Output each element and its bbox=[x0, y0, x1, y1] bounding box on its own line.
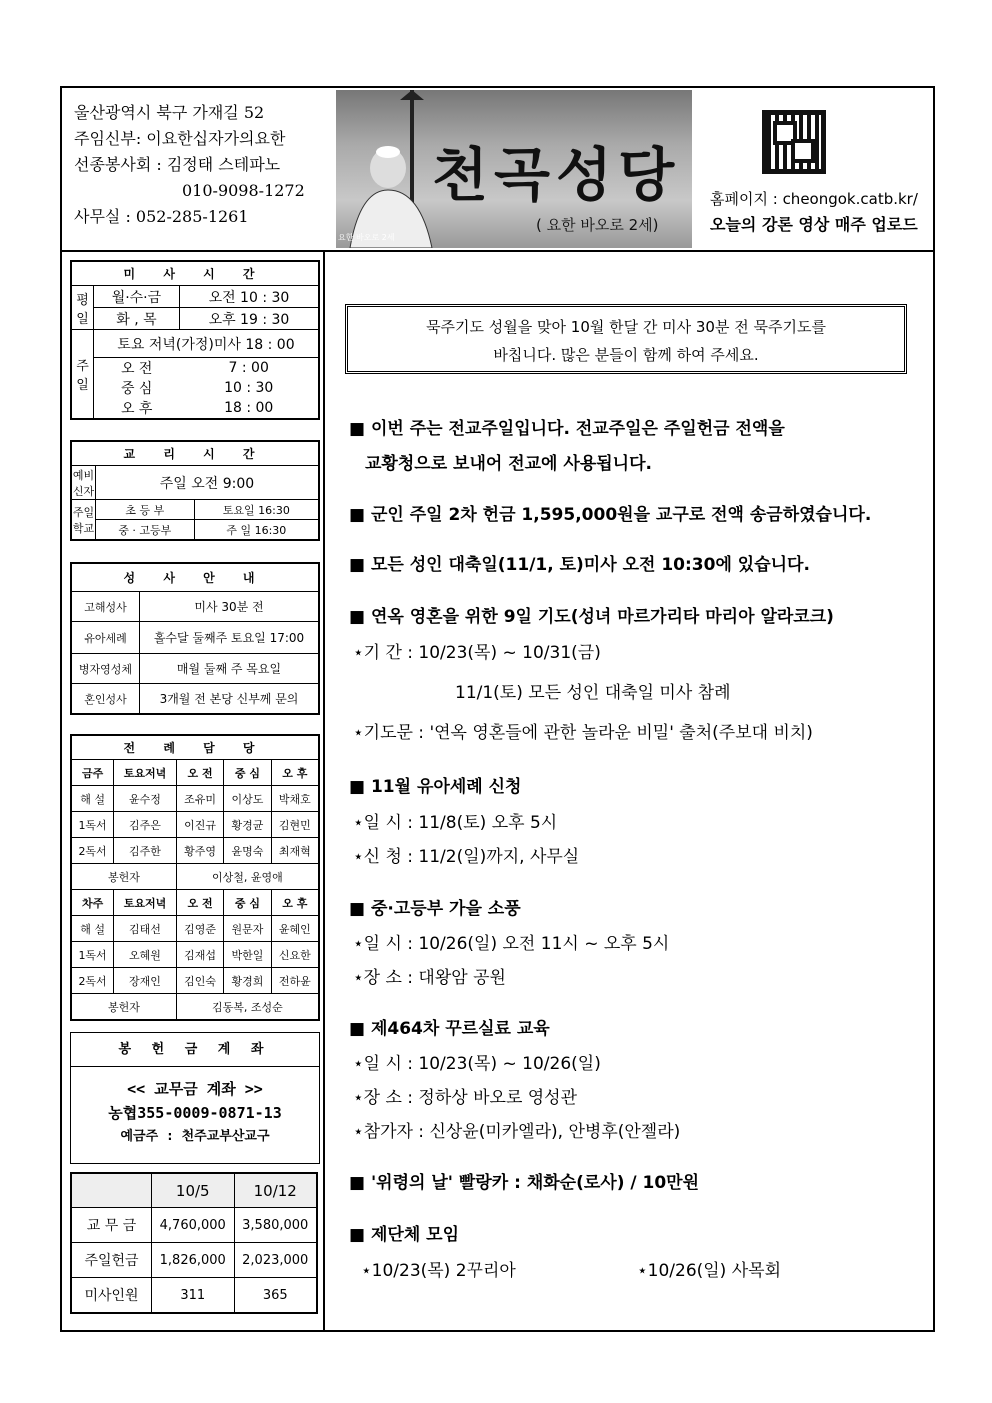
novena-title: ■ 연옥 영혼을 위한 9일 기도(성녀 마르가리타 마리아 알라코크) bbox=[349, 607, 834, 627]
offering-label: 봉헌자 bbox=[72, 864, 177, 890]
sunday-label: 주일 bbox=[72, 330, 94, 419]
person: 황경균 bbox=[224, 812, 271, 838]
sunday-mass-time: 7 : 00 bbox=[179, 358, 318, 379]
sacrament-info: 매월 둘째 주 목요일 bbox=[140, 654, 319, 684]
class-time: 주 일 16:30 bbox=[194, 520, 318, 540]
picnic-place: ⋆장 소 : 대왕암 공원 bbox=[353, 968, 506, 988]
sacrament-name: 병자영성체 bbox=[72, 654, 140, 684]
person: 황주영 bbox=[176, 838, 223, 864]
person: 김현민 bbox=[271, 812, 318, 838]
col-header: 오 후 bbox=[271, 890, 318, 916]
homepage-url[interactable]: cheongok.catb.kr/ bbox=[782, 190, 918, 208]
person: 김태선 bbox=[114, 916, 177, 942]
finance-date: 10/5 bbox=[152, 1174, 235, 1208]
person: 김주은 bbox=[114, 812, 177, 838]
person: 전하윤 bbox=[271, 968, 318, 994]
person: 윤수정 bbox=[114, 786, 177, 812]
novena-prayer: ⋆기도문 : '연옥 영혼들에 관한 놀라운 비밀' 출처(주보대 비치) bbox=[353, 723, 813, 743]
left-column bbox=[62, 252, 325, 1332]
office-phone: 사무실 : 052-285-1261 bbox=[74, 207, 249, 226]
sacrament-name: 유아세례 bbox=[72, 622, 140, 654]
person: 이진규 bbox=[176, 812, 223, 838]
rosary-notice-line: 묵주기도 성월을 맞아 10월 한달 간 미사 30분 전 묵주기도를 bbox=[426, 318, 826, 336]
header bbox=[62, 88, 933, 252]
weekday-time: 오후 19 : 30 bbox=[179, 308, 318, 330]
weekday-label: 평일 bbox=[72, 286, 94, 330]
baptism-date: ⋆일 시 : 11/8(토) 오후 5시 bbox=[353, 813, 558, 833]
sacrament-info: 미사 30분 전 bbox=[140, 592, 319, 622]
homepage[interactable] bbox=[710, 188, 918, 209]
address: 울산광역시 북구 가재길 52 bbox=[74, 103, 265, 122]
finance-label: 주일헌금 bbox=[72, 1243, 152, 1278]
sacrament-name: 고해성사 bbox=[72, 592, 140, 622]
person: 윤명숙 bbox=[224, 838, 271, 864]
col-header: 오 전 bbox=[176, 760, 223, 786]
col-header: 토요저녁 bbox=[114, 890, 177, 916]
novena-period-cont: 11/1(토) 모든 성인 대축일 미사 참례 bbox=[455, 683, 731, 703]
finance-date: 10/12 bbox=[234, 1174, 317, 1208]
sunday-mass-label: 오 전 bbox=[94, 358, 180, 379]
sunday-mass-label: 오 후 bbox=[94, 398, 180, 419]
sacrament-name: 혼인성사 bbox=[72, 684, 140, 714]
finance-label: 미사인원 bbox=[72, 1278, 152, 1313]
finance-value: 1,826,000 bbox=[152, 1243, 235, 1278]
council: 선종봉사회 : 김정태 스테파노 bbox=[74, 155, 281, 174]
picnic-title: ■ 중·고등부 가을 소풍 bbox=[349, 899, 521, 919]
person: 윤혜인 bbox=[271, 916, 318, 942]
mass-times bbox=[70, 260, 320, 420]
church-info bbox=[74, 100, 305, 230]
mission-sunday-cont: 교황청으로 보내어 전교에 사용됩니다. bbox=[365, 454, 652, 474]
saturday-evening-mass: 토요 저녁(가정)미사 18 : 00 bbox=[94, 330, 319, 358]
col-header: 오 후 bbox=[271, 760, 318, 786]
mission-sunday: ■ 이번 주는 전교주일입니다. 전교주일은 주일헌금 전액을 bbox=[349, 419, 785, 439]
finance-value: 365 bbox=[234, 1278, 317, 1313]
col-header: 차주 bbox=[72, 890, 114, 916]
person: 황경희 bbox=[224, 968, 271, 994]
bulletin-page bbox=[60, 86, 935, 1332]
sunday-mass-label: 중 심 bbox=[94, 378, 180, 398]
offering-people: 이상철, 윤영애 bbox=[176, 864, 318, 890]
liturgy-title: 전 례 담 당 bbox=[72, 736, 319, 760]
catechism-title: 교 리 시 간 bbox=[72, 442, 319, 466]
person: 원문자 bbox=[224, 916, 271, 942]
role: 해 설 bbox=[72, 786, 114, 812]
baptism-apply: ⋆신 청 : 11/2(일)까지, 사무실 bbox=[353, 847, 580, 867]
col-header: 중 심 bbox=[224, 890, 271, 916]
cursillo-title: ■ 제464차 꾸르실료 교육 bbox=[349, 1019, 550, 1039]
novena-period: ⋆기 간 : 10/23(목) ~ 10/31(금) bbox=[353, 643, 601, 663]
group-meetings-title: ■ 제단체 모임 bbox=[349, 1225, 460, 1245]
weekday-time: 오전 10 : 30 bbox=[179, 286, 318, 308]
col-header: 중 심 bbox=[224, 760, 271, 786]
role: 1독서 bbox=[72, 942, 114, 968]
person: 이상도 bbox=[224, 786, 271, 812]
catechumen-label: 예비신자 bbox=[72, 466, 96, 500]
finance-value: 311 bbox=[152, 1278, 235, 1313]
col-header: 토요저녁 bbox=[114, 760, 177, 786]
cursillo-people: ⋆참가자 : 신상윤(미카엘라), 안병후(안젤라) bbox=[353, 1122, 681, 1142]
church-name: 천곡성당 bbox=[432, 141, 681, 209]
upload-note: 오늘의 강론 영상 매주 업로드 bbox=[710, 215, 918, 234]
sunday-mass-time: 10 : 30 bbox=[179, 378, 318, 398]
grade: 초 등 부 bbox=[96, 500, 195, 520]
class-time: 토요일 16:30 bbox=[194, 500, 318, 520]
sunday-school-label: 주일학교 bbox=[72, 500, 96, 540]
cursillo-date: ⋆일 시 : 10/23(목) ~ 10/26(일) bbox=[353, 1054, 601, 1074]
col-header: 금주 bbox=[72, 760, 114, 786]
person: 김인숙 bbox=[176, 968, 223, 994]
role: 해 설 bbox=[72, 916, 114, 942]
church-banner bbox=[336, 90, 692, 248]
sunday-mass-time: 18 : 00 bbox=[179, 398, 318, 419]
mass-times-title: 미 사 시 간 bbox=[72, 262, 319, 286]
baptism-title: ■ 11월 유아세례 신청 bbox=[349, 777, 522, 797]
council-phone: 010-9098-1272 bbox=[182, 181, 305, 200]
person: 최재혁 bbox=[271, 838, 318, 864]
finance-corner bbox=[72, 1174, 152, 1208]
catechism-times bbox=[70, 440, 320, 541]
weekday-days: 월·수·금 bbox=[94, 286, 180, 308]
grade: 중 · 고등부 bbox=[96, 520, 195, 540]
person: 김재섭 bbox=[176, 942, 223, 968]
role: 2독서 bbox=[72, 968, 114, 994]
person: 김주한 bbox=[114, 838, 177, 864]
offering-label: 봉헌자 bbox=[72, 994, 177, 1020]
person: 장재인 bbox=[114, 968, 177, 994]
weekday-days: 화 , 목 bbox=[94, 308, 180, 330]
rosary-notice bbox=[345, 304, 907, 374]
all-souls-day: ■ '위령의 날' 빨랑카 : 채화순(로사) / 10만원 bbox=[349, 1173, 700, 1193]
finance-table bbox=[70, 1172, 318, 1314]
rosary-notice-line: 바칩니다. 많은 분들이 함께 하여 주세요. bbox=[493, 346, 759, 364]
role: 1독서 bbox=[72, 812, 114, 838]
liturgy-roster bbox=[70, 734, 320, 1021]
role: 2독서 bbox=[72, 838, 114, 864]
pastor: 주임신부: 이요한십자가의요한 bbox=[74, 129, 286, 148]
military-collection: ■ 군인 주일 2차 헌금 1,595,000원을 교구로 전액 송금하였습니다. bbox=[349, 505, 872, 525]
sacraments-title: 성 사 안 내 bbox=[72, 564, 319, 592]
person: 박한일 bbox=[224, 942, 271, 968]
account-holder: 예금주 : 천주교부산교구 bbox=[120, 1129, 270, 1144]
person: 김영준 bbox=[176, 916, 223, 942]
offering-people: 김동복, 조성순 bbox=[176, 994, 318, 1020]
account-number[interactable]: 농협355-0009-0871-13 bbox=[108, 1104, 282, 1122]
person: 박채호 bbox=[271, 786, 318, 812]
all-saints: ■ 모든 성인 대축일(11/1, 토)미사 오전 10:30에 있습니다. bbox=[349, 555, 810, 575]
col-header: 오 전 bbox=[176, 890, 223, 916]
person: 신요한 bbox=[271, 942, 318, 968]
sacrament-info: 홀수달 둘째주 토요일 17:00 bbox=[140, 622, 319, 654]
finance-value: 4,760,000 bbox=[152, 1208, 235, 1243]
account-title: 봉 헌 금 계 좌 bbox=[71, 1033, 319, 1067]
qr-code-icon[interactable] bbox=[762, 110, 826, 174]
patron-saint: ( 요한 바오로 2세) bbox=[536, 216, 659, 234]
sacraments bbox=[70, 562, 320, 715]
cursillo-place: ⋆장 소 : 정하상 바오로 영성관 bbox=[353, 1088, 578, 1108]
group-meeting: ⋆10/26(일) 사목회 bbox=[637, 1261, 781, 1281]
finance-label: 교 무 금 bbox=[72, 1208, 152, 1243]
account-heading: << 교무금 계좌 >> bbox=[127, 1080, 263, 1098]
donation-account bbox=[70, 1032, 320, 1164]
photo-caption: 요한 바오로 2세 bbox=[338, 233, 395, 242]
finance-value: 3,580,000 bbox=[234, 1208, 317, 1243]
person: 조유미 bbox=[176, 786, 223, 812]
homepage-label: 홈페이지 : bbox=[710, 190, 783, 208]
catechumen-time: 주일 오전 9:00 bbox=[96, 466, 319, 500]
picnic-date: ⋆일 시 : 10/26(일) 오전 11시 ~ 오후 5시 bbox=[353, 934, 670, 954]
person: 오혜원 bbox=[114, 942, 177, 968]
sacrament-info: 3개월 전 본당 신부께 문의 bbox=[140, 684, 319, 714]
group-meeting: ⋆10/23(목) 2꾸리아 bbox=[361, 1261, 516, 1281]
finance-value: 2,023,000 bbox=[234, 1243, 317, 1278]
